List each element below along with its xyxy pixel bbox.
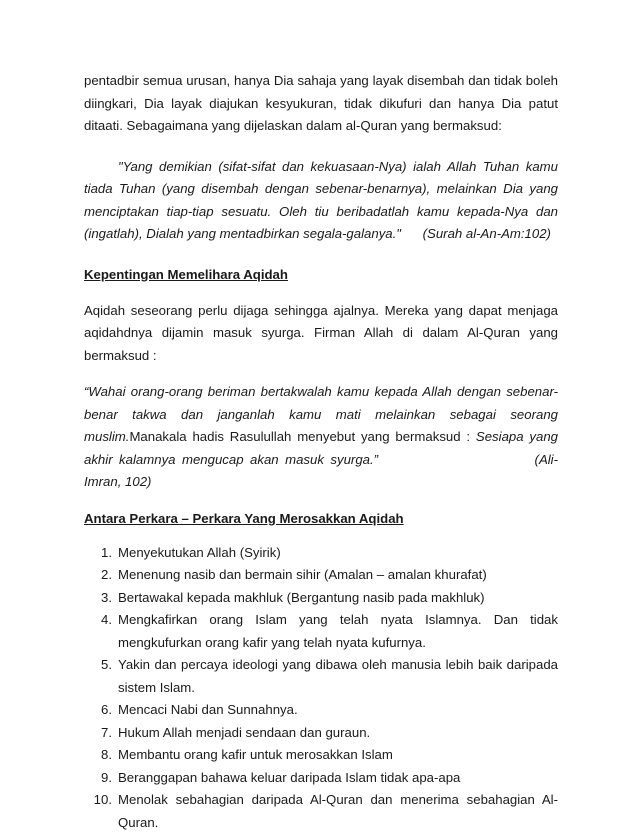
list-item: 1. Menyekutukan Allah (Syirik)	[84, 542, 558, 565]
quote-1-reference: (Surah al-An-Am:102)	[423, 226, 551, 241]
quote-2-italic-part-1: “Wahai orang-orang beriman bertakwalah kamu kepada Allah dengan sebenar-benar takwa dan janganlah kamu mati melainkan sebagai seorang muslim.	[84, 384, 558, 444]
list-item: 9. Beranggapan bahawa keluar daripada Islam tidak apa-apa	[84, 767, 558, 790]
section-heading-destroyers: Antara Perkara – Perkara Yang Merosakkan Aqidah	[84, 508, 558, 530]
quote-2-reference: (Ali-Imran, 102)	[84, 452, 558, 490]
list-item: 4. Mengkafirkan orang Islam yang telah nyata Islamnya. Dan tidak mengkufurkan orang kafir yang telah nyata kufurnya.	[84, 609, 558, 654]
list-item: 2. Menenung nasib dan bermain sihir (Amalan – amalan khurafat)	[84, 564, 558, 587]
quran-quote-2	[84, 381, 558, 494]
list-item: 5. Yakin dan percaya ideologi yang dibawa oleh manusia lebih baik daripada sistem Islam.	[84, 654, 558, 699]
destroyers-list	[84, 542, 558, 834]
quote-2-plain-part: Manakala hadis Rasulullah menyebut yang bermaksud :	[129, 429, 475, 444]
paragraph-intro: pentadbir semua urusan, hanya Dia sahaja yang layak disembah dan tidak boleh diingkari, Dia layak diajukan kesyukuran, tidak dikufuri dan hanya Dia patut ditaati. Sebagaimana yang dijelaskan dalam al-Quran yang bermaksud:	[84, 70, 558, 138]
quote-1-text: "Yang demikian (sifat-sifat dan kekuasaan-Nya) ialah Allah Tuhan kamu tiada Tuhan (yang disembah dengan sebenar-benarnya), melainkan Dia yang menciptakan tiap-tiap sesuatu. Oleh tiu beribadatlah kamu kepada-Nya dan (ingatlah), Dialah yang mentadbirkan segala-galanya."	[84, 159, 558, 242]
paragraph-importance: Aqidah seseorang perlu dijaga sehingga ajalnya. Mereka yang dapat menjaga aqidahdnya dijamin masuk syurga. Firman Allah di dalam Al-Quran yang bermaksud :	[84, 300, 558, 368]
list-item: 6. Mencaci Nabi dan Sunnahnya.	[84, 699, 558, 722]
list-item: 3. Bertawakal kepada makhluk (Bergantung nasib pada makhluk)	[84, 587, 558, 610]
document-page	[84, 70, 558, 834]
quran-quote-1	[84, 156, 558, 246]
quote-2-italic-part-2: Sesiapa yang akhir kalamnya mengucap akan masuk syurga.”	[84, 429, 558, 467]
list-item: 10. Menolak sebahagian daripada Al-Quran dan menerima sebahagian Al-Quran.	[84, 789, 558, 834]
section-heading-importance: Kepentingan Memelihara Aqidah	[84, 264, 558, 286]
list-item: 7. Hukum Allah menjadi sendaan dan guraun.	[84, 722, 558, 745]
list-item: 8. Membantu orang kafir untuk merosakkan Islam	[84, 744, 558, 767]
